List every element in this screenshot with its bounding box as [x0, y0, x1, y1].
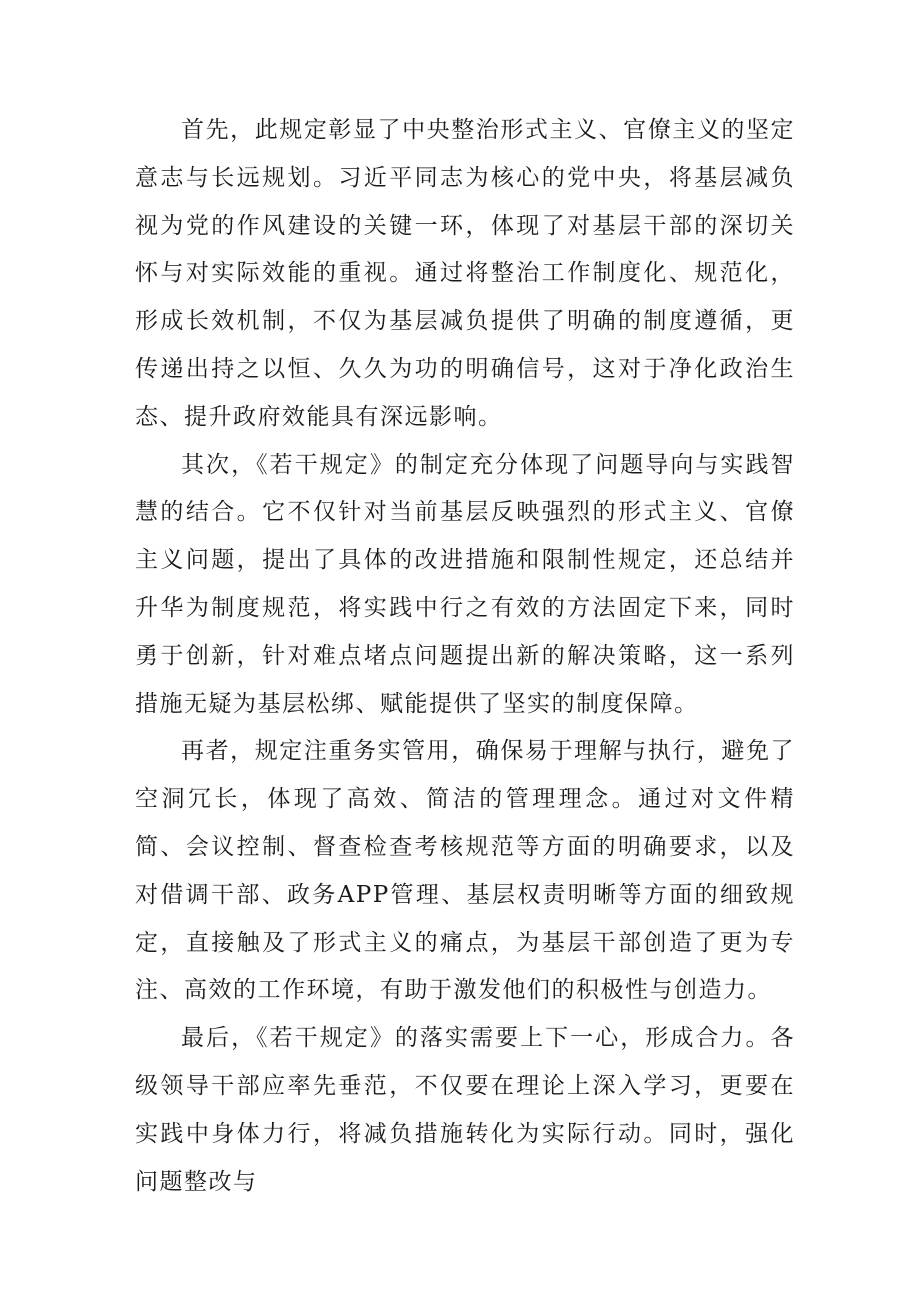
- paragraph-second: 其次，《若干规定》的制定充分体现了问题导向与实践智慧的结合。它不仅针对当前基层反映强烈的形式主义、官僚主义问题，提出了具体的改进措施和限制性规定，还总结并升华为制度规范，将实践中行之有效的方法固定下来，同时勇于创新，针对难点堵点问题提出新的解决策略，这一系列措施无疑为基层松绑、赋能提供了坚实的制度保障。: [135, 451, 795, 717]
- document-body: [135, 107, 795, 1206]
- paragraph-first: 首先，此规定彰显了中央整治形式主义、官僚主义的坚定意志与长远规划。习近平同志为核心的党中央，将基层减负视为党的作风建设的关键一环，体现了对基层干部的深切关怀与对实际效能的重视。通过将整治工作制度化、规范化，形成长效机制，不仅为基层减负提供了明确的制度遵循，更传递出持之以恒、久久为功的明确信号，这对于净化政治生态、提升政府效能具有深远影响。: [135, 117, 795, 430]
- paragraph-third: 再者，规定注重务实管用，确保易于理解与执行，避免了空洞冗长，体现了高效、简洁的管理理念。通过对文件精简、会议控制、督查检查考核规范等方面的明确要求，以及对借调干部、政务APP管理、基层权责明晰等方面的细致规定，直接触及了形式主义的痛点，为基层干部创造了更为专注、高效的工作环境，有助于激发他们的积极性与创造力。: [135, 738, 795, 1004]
- paragraph-fourth: 最后，《若干规定》的落实需要上下一心，形成合力。各级领导干部应率先垂范，不仅要在理论上深入学习，更要在实践中身体力行，将减负措施转化为实际行动。同时，强化问题整改与: [135, 1025, 795, 1195]
